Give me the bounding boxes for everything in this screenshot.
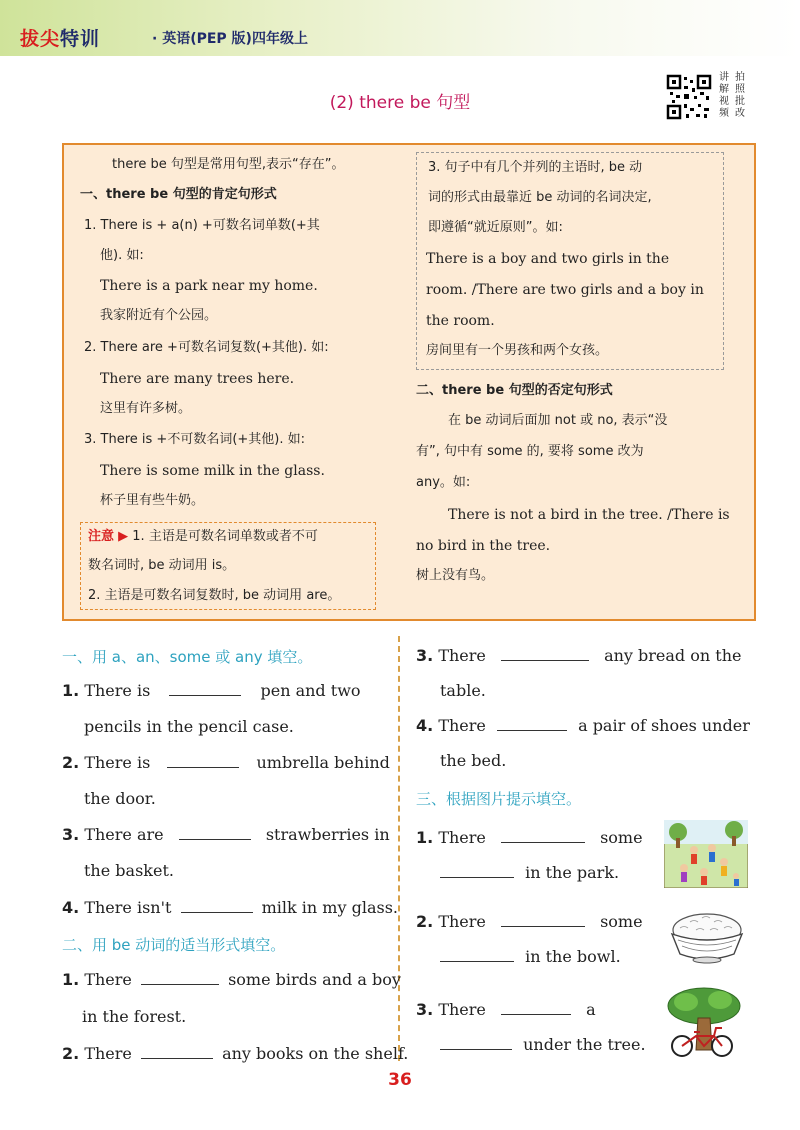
exercise-1-heading: 一、用 a、an、some 或 any 填空。 — [62, 648, 313, 666]
question-text: There — [438, 1000, 486, 1019]
note-arrow-icon: ▶ — [114, 529, 133, 544]
question-text: in the park. — [525, 863, 620, 882]
answer-blank[interactable] — [440, 1035, 512, 1050]
ex3-question-3 — [416, 1000, 596, 1020]
answer-blank[interactable] — [169, 681, 241, 696]
ex2-question-3-cont: table. — [440, 681, 486, 700]
question-number: 4. — [62, 898, 80, 917]
question-text: any bread on the — [604, 646, 742, 665]
question-text: some — [600, 912, 643, 931]
park-children-picture — [664, 820, 748, 888]
question-number: 2. — [62, 753, 80, 772]
note-line-2: 数名词时, be 动词用 is。 — [88, 558, 236, 573]
question-text: a — [586, 1000, 596, 1019]
grammar-example-zh: 杯子里有些牛奶。 — [100, 493, 205, 508]
grammar-rule-4c: 即遵循“就近原则”。如: — [428, 220, 563, 235]
grammar-rule-4: 3. 句子中有几个并列的主语时, be 动 — [428, 160, 643, 175]
qr-code-icon[interactable] — [666, 74, 712, 120]
ex3-question-1 — [416, 828, 643, 848]
question-text: There is — [84, 753, 151, 772]
grammar-negative-rule: 在 be 动词后面加 not 或 no, 表示“没 — [448, 413, 668, 428]
question-text: There — [438, 828, 486, 847]
section-title: (2) there be 句型 — [329, 93, 471, 113]
answer-blank[interactable] — [501, 912, 585, 927]
exercise-3-heading: 三、根据图片提示填空。 — [416, 790, 582, 808]
question-text: under the tree. — [523, 1035, 646, 1054]
logo-red-text: 拔尖 — [20, 28, 61, 50]
ex3-question-1-cont — [440, 863, 619, 883]
question-text: pen and two — [260, 681, 361, 700]
ex1-question-3-cont: the basket. — [84, 861, 174, 880]
question-text: milk in my glass. — [261, 898, 399, 917]
ex1-question-3 — [62, 825, 390, 845]
answer-blank[interactable] — [440, 947, 514, 962]
ex2-question-4-cont: the bed. — [440, 751, 507, 770]
ex1-question-2 — [62, 753, 390, 773]
ex2-question-3 — [416, 646, 741, 666]
grammar-example-en: the room. — [426, 313, 495, 329]
answer-blank[interactable] — [141, 1044, 213, 1059]
ex2-question-2 — [62, 1044, 408, 1064]
question-number: 2. — [62, 1044, 80, 1063]
answer-blank[interactable] — [181, 898, 253, 913]
grammar-example-en: There is some milk in the glass. — [100, 463, 325, 479]
note-line-1 — [88, 527, 318, 547]
answer-blank[interactable] — [179, 825, 251, 840]
question-number: 3. — [416, 646, 434, 665]
note-line-3: 2. 主语是可数名词复数时, be 动词用 are。 — [88, 588, 341, 603]
grammar-intro: there be 句型是常用句型,表示“存在”。 — [112, 157, 345, 172]
answer-blank[interactable] — [497, 716, 567, 731]
question-text: umbrella behind — [256, 753, 390, 772]
book-logo — [20, 24, 100, 51]
question-text: some birds and a boy — [228, 970, 401, 989]
grammar-example-en: There is a park near my home. — [100, 278, 318, 294]
question-text: There — [438, 646, 486, 665]
question-number: 1. — [62, 681, 80, 700]
grammar-negative-rule-c: any。如: — [416, 475, 471, 490]
qr-label: 照 — [735, 84, 745, 95]
question-number: 4. — [416, 716, 434, 735]
series-title: · 英语(PEP 版)四年级上 — [152, 31, 308, 47]
question-text: any books on the shelf. — [222, 1044, 409, 1063]
grammar-example-zh: 树上没有鸟。 — [416, 568, 495, 583]
answer-blank[interactable] — [501, 828, 585, 843]
ex1-question-1 — [62, 681, 361, 701]
logo-dark-text: 特训 — [60, 28, 101, 50]
question-text: There are — [84, 825, 164, 844]
question-text: some — [600, 828, 643, 847]
ex1-question-1-cont: pencils in the pencil case. — [84, 717, 294, 736]
grammar-heading-1: 一、there be 句型的肯定句形式 — [80, 187, 277, 202]
qr-caption — [716, 72, 752, 120]
grammar-negative-rule-b: 有”, 句中有 some 的, 要将 some 改为 — [416, 444, 644, 459]
grammar-example-en: There is not a bird in the tree. /There is — [448, 507, 730, 523]
question-text: There — [84, 1044, 132, 1063]
grammar-example-en: There is a boy and two girls in the — [426, 251, 670, 267]
qr-label: 讲 — [719, 72, 729, 83]
grammar-example-zh: 房间里有一个男孩和两个女孩。 — [426, 343, 609, 358]
ex1-question-4 — [62, 898, 398, 918]
answer-blank[interactable] — [501, 646, 589, 661]
answer-blank[interactable] — [141, 970, 219, 985]
qr-label: 视 — [719, 96, 729, 107]
question-text: strawberries in — [265, 825, 390, 844]
grammar-example-zh: 我家附近有个公园。 — [100, 308, 218, 323]
question-number: 3. — [62, 825, 80, 844]
grammar-example-zh: 这里有许多树。 — [100, 401, 192, 416]
ex2-question-1-cont: in the forest. — [82, 1007, 187, 1026]
question-text: There isn't — [84, 898, 172, 917]
header-banner — [0, 0, 800, 56]
question-text: in the bowl. — [525, 947, 621, 966]
question-text: There — [438, 716, 486, 735]
ex2-question-4 — [416, 716, 750, 736]
qr-label: 改 — [735, 108, 745, 119]
qr-label: 拍 — [735, 72, 745, 83]
question-text: a pair of shoes under — [578, 716, 750, 735]
question-text: There — [438, 912, 486, 931]
ex3-question-2-cont — [440, 947, 621, 967]
tree-bike-picture — [664, 986, 744, 1062]
column-divider — [398, 636, 400, 1061]
exercise-2-heading: 二、用 be 动词的适当形式填空。 — [62, 936, 286, 954]
rice-bowl-picture — [668, 908, 746, 966]
ex1-question-2-cont: the door. — [84, 789, 156, 808]
answer-blank[interactable] — [501, 1000, 571, 1015]
question-number: 1. — [62, 970, 80, 989]
grammar-rule-2: 2. There are +可数名词复数(+其他). 如: — [84, 340, 329, 355]
question-text: There is — [84, 681, 151, 700]
qr-label: 批 — [735, 96, 745, 107]
grammar-example-en: no bird in the tree. — [416, 538, 551, 554]
grammar-rule-4b: 词的形式由最靠近 be 动词的名词决定, — [428, 190, 652, 205]
qr-label: 频 — [719, 108, 729, 119]
question-number: 2. — [416, 912, 434, 931]
page-number: 36 — [388, 1070, 412, 1090]
answer-blank[interactable] — [167, 753, 239, 768]
ex2-question-1 — [62, 970, 401, 990]
note-label: 注意 — [88, 529, 115, 544]
qr-label: 解 — [719, 84, 729, 95]
ex3-question-2 — [416, 912, 643, 932]
grammar-rule-1b: 他). 如: — [100, 248, 144, 263]
grammar-example-en: room. /There are two girls and a boy in — [426, 282, 704, 298]
grammar-heading-2: 二、there be 句型的否定句形式 — [416, 383, 613, 398]
grammar-example-en: There are many trees here. — [100, 371, 295, 387]
grammar-rule-1: 1. There is + a(n) +可数名词单数(+其 — [84, 218, 320, 233]
question-number: 1. — [416, 828, 434, 847]
answer-blank[interactable] — [440, 863, 514, 878]
note-text: 1. 主语是可数名词单数或者不可 — [132, 529, 318, 544]
ex3-question-3-cont — [440, 1035, 646, 1055]
question-text: There — [84, 970, 132, 989]
question-number: 3. — [416, 1000, 434, 1019]
grammar-rule-3: 3. There is +不可数名词(+其他). 如: — [84, 432, 305, 447]
